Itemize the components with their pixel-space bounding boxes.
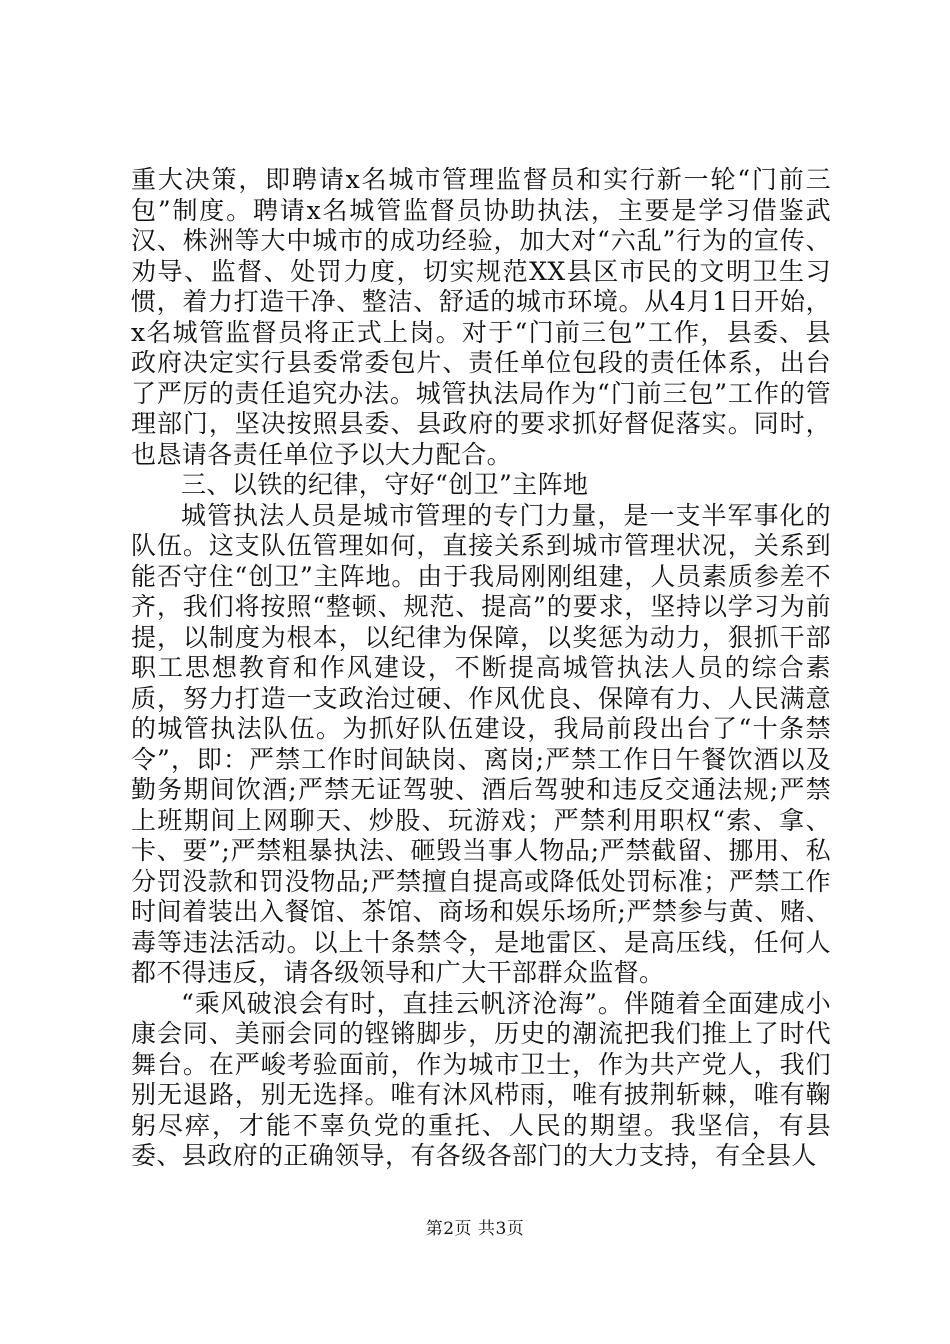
document-body <box>131 165 831 1172</box>
page-footer: 第2页 共3页 <box>425 1219 525 1239</box>
paragraph-3: “乘风破浪会有时，直挂云帆济沧海”。伴随着全面建成小康会同、美丽会同的铿锵脚步，历史的潮流把我们推上了时代舞台。在严峻考验面前，作为城市卫士，作为共产党人，我们别无退路，别无选择。唯有沐风栉雨，唯有披荆斩棘，唯有鞠躬尽瘁，才能不辜负党的重托、人民的期望。我坚信，有县委、县政府的正确领导，有各级各部门的大力支持，有全县人 <box>131 988 831 1170</box>
paragraph-2: 城管执法人员是城市管理的专门力量，是一支半军事化的队伍。这支队伍管理如何，直接关系到城市管理状况，关系到能否守住“创卫”主阵地。由于我局刚刚组建，人员素质参差不齐，我们将按照“整顿、规范、提高”的要求，坚持以学习为前提，以制度为根本，以纪律为保障，以奖惩为动力，狠抓干部职工思想教育和作风建设，不断提高城管执法人员的综合素质，努力打造一支政治过硬、作风优良、保障有力、人民满意的城管执法队伍。为抓好队伍建设，我局前段出台了“十条禁令”，即：严禁工作时间缺岗、离岗;严禁工作日午餐饮酒以及勤务期间饮酒;严禁无证驾驶、酒后驾驶和违反交通法规;严禁上班期间上网聊天、炒股、玩游戏；严禁利用职权“索、拿、卡、要”;严禁粗暴执法、砸毁当事人物品;严禁截留、挪用、私分罚没款和罚没物品;严禁擅自提高或降低处罚标准；严禁工作时间着装出入餐馆、茶馆、商场和娱乐场所;严禁参与黄、赌、毒等违法活动。以上十条禁令，是地雷区、是高压线，任何人都不得违反，请各级领导和广大干部群众监督。 <box>131 500 831 987</box>
section-heading-3: 三、以铁的纪律，守好“创卫”主阵地 <box>181 470 589 499</box>
paragraph-1: 重大决策，即聘请x名城市管理监督员和实行新一轮“门前三包”制度。聘请x名城管监督员协助执法，主要是学习借鉴武汉、株洲等大中城市的成功经验，加大对“六乱”行为的宣传、劝导、监督、处罚力度，切实规范XX县区市民的文明卫生习惯，着力打造干净、整洁、舒适的城市环境。从4月1日开始，x名城管监督员将正式上岗。对于“门前三包”工作，县委、县政府决定实行县委常委包片、责任单位包段的责任体系，出台了严厉的责任追究办法。城管执法局作为“门前三包”工作的管理部门，坚决按照县委、县政府的要求抓好督促落实。同时，也恳请各责任单位予以大力配合。 <box>131 165 831 469</box>
